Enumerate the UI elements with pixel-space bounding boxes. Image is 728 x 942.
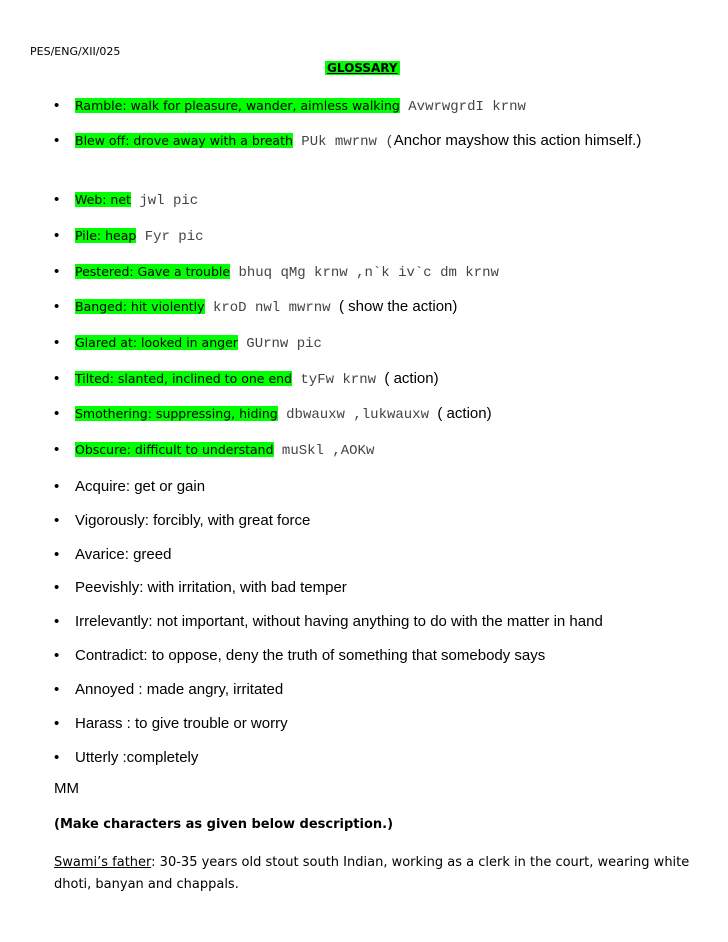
- definition-text: Peevishly: with irritation, with bad temper: [75, 579, 347, 596]
- definition-text: Vigorously: forcibly, with great force: [75, 512, 311, 529]
- bullet-icon: •: [54, 441, 60, 458]
- bullet-icon: •: [54, 227, 60, 244]
- document-code: PES/ENG/XII/025: [30, 45, 121, 58]
- definition-text: Utterly :completely: [75, 749, 199, 766]
- glossary-term: Ramble: walk for pleasure, wander, aimless walking: [75, 98, 400, 113]
- glossary-entry: [75, 296, 695, 319]
- glossary-term: Pestered: Gave a trouble: [75, 264, 231, 279]
- glossary-entry: [75, 403, 695, 426]
- definition-text: Harass : to give trouble or worry: [75, 715, 288, 732]
- mm-label: MM: [54, 780, 79, 797]
- glossary-transliteration: jwl pic: [130, 193, 199, 209]
- definition-text: Annoyed : made angry, irritated: [75, 681, 284, 698]
- glossary-transliteration: bhuq qMg krnw ,n`k iv`c dm krnw: [230, 265, 499, 281]
- glossary-entry: [75, 368, 695, 391]
- glossary-term: Smothering: suppressing, hiding: [75, 406, 278, 421]
- glossary-title: GLOSSARY: [327, 61, 398, 75]
- bullet-icon: •: [54, 715, 60, 732]
- bullet-icon: •: [54, 681, 60, 698]
- bullet-icon: •: [54, 370, 60, 387]
- glossary-entry: [75, 332, 695, 355]
- glossary-note: Anchor mayshow this action himself.): [393, 132, 642, 149]
- bullet-icon: •: [54, 132, 60, 149]
- glossary-note: ( action): [437, 405, 492, 422]
- glossary-entry: [75, 95, 695, 118]
- bullet-icon: •: [54, 647, 60, 664]
- swami-father-description: [54, 852, 694, 896]
- bullet-icon: •: [54, 546, 60, 563]
- bullet-icon: •: [54, 613, 60, 630]
- bullet-icon: •: [54, 579, 60, 596]
- glossary-transliteration: dbwauxw ,lukwauxw: [277, 407, 438, 423]
- glossary-entry: [75, 261, 695, 284]
- glossary-entry: [75, 189, 695, 212]
- glossary-term: Pile: heap: [75, 228, 137, 243]
- bullet-icon: •: [54, 749, 60, 766]
- glossary-transliteration: AvwrwgrdI krnw: [399, 99, 526, 115]
- bullet-icon: •: [54, 405, 60, 422]
- glossary-note: ( action): [384, 370, 439, 387]
- glossary-transliteration: GUrnw pic: [237, 336, 322, 352]
- glossary-transliteration: Fyr pic: [136, 229, 204, 245]
- definition-text: Irrelevantly: not important, without having anything to do with the matter in hand: [75, 613, 603, 630]
- bullet-icon: •: [54, 478, 60, 495]
- glossary-transliteration: tyFw krnw: [292, 372, 385, 388]
- glossary-entry: [75, 439, 695, 462]
- swami-father-label: Swami’s father: [54, 855, 152, 870]
- definition-text: Avarice: greed: [75, 546, 172, 563]
- swami-father-text: : 30-35 years old stout south Indian, working as a clerk in the court, wearing white dhoti, banyan and chappals.: [54, 855, 690, 892]
- glossary-term: Banged: hit violently: [75, 299, 205, 314]
- bullet-icon: •: [54, 97, 60, 114]
- glossary-term: Obscure: difficult to understand: [75, 442, 274, 457]
- glossary-transliteration: kroD nwl mwrnw: [204, 300, 339, 316]
- bullet-icon: •: [54, 191, 60, 208]
- definition-text: Acquire: get or gain: [75, 478, 206, 495]
- bullet-icon: •: [54, 334, 60, 351]
- definition-text: Contradict: to oppose, deny the truth of something that somebody says: [75, 647, 546, 664]
- glossary-term: Blew off: drove away with a breath: [75, 133, 293, 148]
- glossary-entry: [75, 225, 695, 248]
- bullet-icon: •: [54, 298, 60, 315]
- glossary-transliteration: muSkl ,AOKw: [273, 443, 375, 459]
- bullet-icon: •: [54, 263, 60, 280]
- glossary-term: Glared at: looked in anger: [75, 335, 238, 350]
- glossary-term: Tilted: slanted, inclined to one end: [75, 371, 292, 386]
- character-instruction: (Make characters as given below description.): [54, 817, 394, 832]
- glossary-note: ( show the action): [338, 298, 458, 315]
- glossary-entry: [75, 130, 695, 153]
- glossary-transliteration: PUk mwrnw (: [292, 134, 394, 150]
- bullet-icon: •: [54, 512, 60, 529]
- glossary-term: Web: net: [75, 192, 131, 207]
